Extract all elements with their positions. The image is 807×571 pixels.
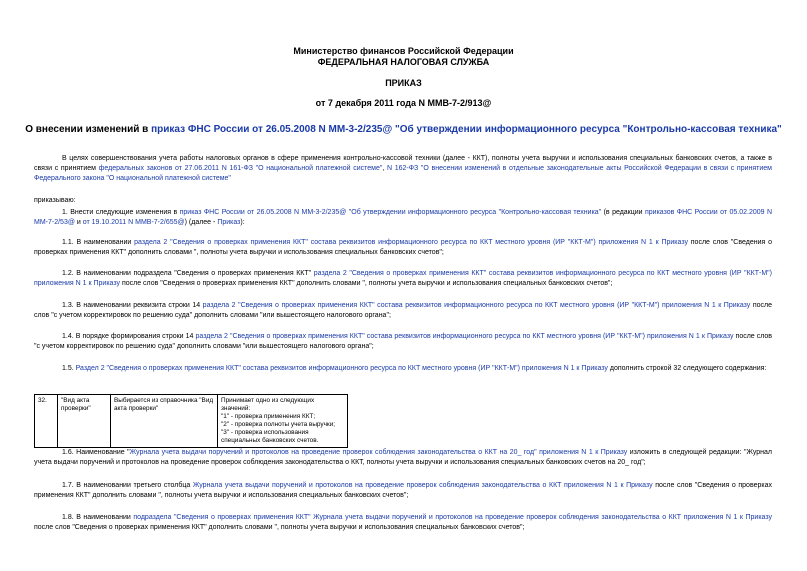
doc-type: ПРИКАЗ [385, 78, 422, 88]
item-1-5-text-2: дополнить строкой 32 следующего содержания: [607, 365, 767, 372]
item-1-amend-link-1[interactable]: приказов ФНС России от 05.02.2009 N ММ-7-2/53@ [34, 209, 773, 226]
item-1-1 [34, 238, 772, 258]
requisite-name-cell: "Вид акта проверки" [58, 395, 111, 448]
item-1-4-text-2: после слов "с учетом корректировок по решению суда" дополнить словами "или вышестоящего налогового органа"; [34, 333, 773, 350]
item-1-amend-link-2[interactable]: от 19.10.2011 N ММВ-7-2/655@ [82, 219, 185, 226]
item-1-8 [34, 513, 772, 533]
item-1-3 [34, 301, 772, 321]
service-name: ФЕДЕРАЛЬНАЯ НАЛОГОВАЯ СЛУЖБА [317, 57, 490, 67]
item-1-6 [34, 448, 772, 468]
title-prefix: О внесении изменений в [25, 124, 152, 135]
item-1-text-2: (в редакции [601, 209, 645, 216]
item-1-2 [34, 269, 772, 289]
item-1-4-link[interactable]: раздела 2 "Сведения о проверках применения ККТ" состава реквизитов информационного ресурса по ККТ местного уровня (ИР "ККТ-М") приложения N 1 к Приказу [195, 333, 734, 340]
item-1-8-text: 1.8. В наименовании [62, 514, 134, 521]
title-order-link[interactable]: приказ ФНС России от 26.05.2008 N ММ-3-2/235@ "Об утверждении информационного ресурса "Контрольно-кассовая техника" [151, 124, 782, 135]
item-1-7 [34, 481, 772, 501]
row-number-cell: 32. [35, 395, 58, 448]
values-line: "3" - проверка использования [221, 429, 309, 436]
inserted-row-table [34, 394, 348, 448]
item-1-1-text-2: после слов "Сведения о проверках применения ККТ" дополнить словами ", полноты учета выручки и использования специальных банковских счетов"; [34, 239, 772, 256]
preamble-law-161-link[interactable]: федеральных законов от 27.06.2011 N 161-ФЗ "О национальной платежной системе" [98, 165, 383, 172]
doc-title [0, 124, 807, 135]
preamble-law-162-link[interactable]: N 162-ФЗ "О внесении изменений в отдельные законодательные акты Российской Федерации в связи с принятием Федерального закона "О национальной платежной системе" [34, 165, 772, 182]
item-1-6-text: 1.6. Наименование " [62, 449, 130, 456]
item-1-7-text: 1.7. В наименовании третьего столбца [62, 482, 193, 489]
item-1-4 [34, 332, 772, 352]
values-line: специальных банковских счетов. [221, 437, 319, 444]
preamble-text-2: , [382, 165, 387, 172]
item-1-order-link[interactable]: приказ ФНС России от 26.05.2008 N ММ-3-2/235@ "Об утверждении информационного ресурса "Контрольно-кассовая техника" [179, 209, 602, 216]
item-1-text-5: ): [240, 219, 245, 226]
item-1-5 [34, 364, 772, 374]
table-row [35, 395, 348, 448]
item-1-3-link[interactable]: раздела 2 "Сведения о проверках применения ККТ" состава реквизитов информационного ресурса по ККТ местного уровня (ИР "ККТ-М") приложения N 1 к Приказу [202, 302, 751, 309]
item-1-prikaz-link[interactable]: Приказ [217, 219, 241, 226]
item-1-2-text: 1.2. В наименовании подраздела "Сведения о проверках применения ККТ" [62, 270, 314, 277]
item-1-text-3: и [74, 219, 83, 226]
item-1-3-text-2: после слов "с учетом корректировок по решению суда" дополнить словами "или вышестоящего налогового органа"; [34, 302, 772, 319]
item-1-1-link[interactable]: раздела 2 "Сведения о проверках применения ККТ" состава реквизитов информационного ресурса по ККТ местного уровня (ИР "ККТ-М") приложения N 1 к Приказу [134, 239, 688, 246]
item-1-7-text-2: после слов "Сведения о проверках применения ККТ" дополнить словами ", полноты учета выручки и использования специальных банковских счетов"; [34, 482, 772, 499]
item-1-2-link[interactable]: раздела 2 "Сведения о проверках применения ККТ" состава реквизитов информационного ресурса по ККТ местного уровня (ИР "ККТ-М") приложения N 1 к Приказу [34, 270, 773, 287]
order-word: приказываю: [34, 197, 76, 204]
preamble-text-1: В целях совершенствования учета работы налоговых органов в сфере применения контрольно-кассовой техники (далее - ККТ), полноты учета выручки и использования специальных банковских счетов, а также в связи с принятием [34, 155, 772, 172]
item-1-1-text: 1.1. В наименовании [62, 239, 135, 246]
item-1-5-link[interactable]: Раздел 2 "Сведения о проверках применения ККТ" состава реквизитов информационного ресурса по ККТ местного уровня (ИР "ККТ-М") приложения N 1 к Приказу [75, 365, 608, 372]
item-1-7-link[interactable]: Журнала учета выдачи поручений и протоколов на проведение проверок соблюдения законодательства о ККТ приложения N 1 к Приказу [192, 482, 653, 489]
values-line: Принимает одно из следующих [221, 397, 315, 404]
item-1-5-text: 1.5. [62, 365, 76, 372]
item-1-8-link[interactable]: подраздела "Сведения о проверках применения ККТ" Журнала учета выдачи поручений и протоколов на проведение проверок соблюдения законодательства о ККТ приложения N 1 к Приказу [133, 514, 772, 521]
preamble-paragraph [34, 154, 772, 184]
item-1-text-4: ) (далее - [184, 219, 218, 226]
item-1-8-text-2: после слов "Сведения о проверках применения ККТ" дополнить словами ", полноты учета выручки и использования специальных банковских счетов"; [34, 524, 525, 531]
values-cell [218, 395, 348, 448]
values-line: значений: [221, 405, 251, 412]
source-cell: Выбирается из справочника "Вид акта проверки" [111, 395, 218, 448]
item-1-6-link[interactable]: Журнала учета выдачи поручений и протоколов на проведение проверок соблюдения законодательства о ККТ на 20_ год" приложения N 1 к Приказу [129, 449, 628, 456]
item-1-6-text-2: изложить в следующей редакции: "Журнал учета выдачи поручений и протоколов на проведение проверок соблюдения законодательства о ККТ, полноты учета выручки и использования специальных банковских счетов на 20_ год"; [34, 449, 773, 466]
values-line: "1" - проверка применения ККТ; [221, 413, 316, 420]
item-1-2-text-2: после слов "Сведения о проверках применения ККТ" дополнить словами ", полноты учета выручки и использования специальных банковских счетов"; [120, 280, 613, 287]
ministry-name: Министерство финансов Российской Федерации [293, 46, 514, 56]
doc-date-number: от 7 декабря 2011 года N ММВ-7-2/913@ [315, 98, 492, 108]
item-1 [34, 208, 772, 228]
item-1-4-text: 1.4. В порядке формирования строки 14 [62, 333, 196, 340]
item-1-3-text: 1.3. В наименовании реквизита строки 14 [62, 302, 203, 309]
item-1-text: 1. Внести следующие изменения в [62, 209, 180, 216]
values-line: "2" - проверка полноты учета выручки; [221, 421, 336, 428]
